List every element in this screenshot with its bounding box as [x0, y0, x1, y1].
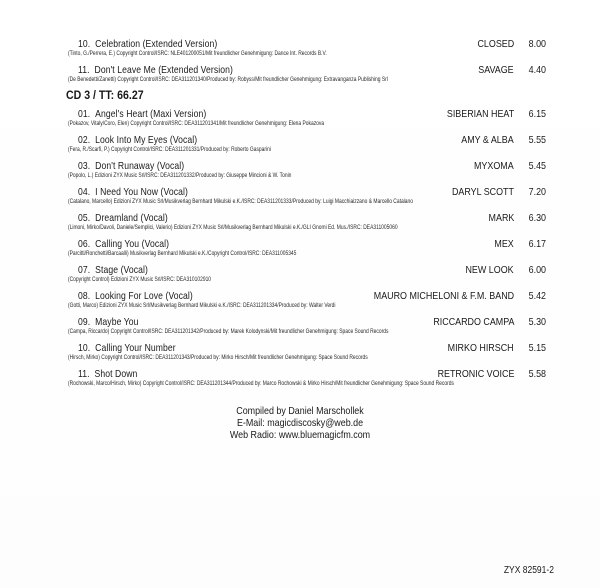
track-title: 02. Look Into My Eyes (Vocal): [78, 134, 198, 146]
track-artist: RICCARDO CAMPA: [432, 316, 514, 328]
track-artist: MYXOMA: [474, 160, 514, 172]
catalog-number: ZYX 82591-2: [503, 565, 554, 576]
track-artist: NEW LOOK: [465, 264, 514, 276]
track-artist: MAURO MICHELONI & F.M. BAND: [373, 290, 514, 302]
track-credit: (De Benedetti/Zanetti) Copyright Control/ISRC: DEA311201340/Produced by: Robyss/Mit freundlicher Genehmigung: Extravanganza Publishing Srl: [68, 76, 388, 83]
track-artist: SAVAGE: [478, 64, 514, 76]
track-duration: 5.58: [528, 368, 546, 380]
track-credit: (Campa, Riccardo) Copyright Control/ISRC: DEA311201342/Produced by: Marek Kolodynski/Mit freundlicher Genehmigung: Space Sound Records: [68, 328, 389, 335]
track-row: [66, 368, 546, 398]
track-credit: (Pokazov, Vitaly/Coro, Elen) Copyright Control/ISRC: DEA311201341/Mit freundlicher Genehmigung: Elena Pokazova: [68, 120, 325, 127]
cd3-header: CD 3 / TT: 66.27: [66, 90, 144, 102]
compilation-credits: [0, 405, 600, 441]
track-title: 05. Dreamland (Vocal): [78, 212, 168, 224]
track-duration: 5.30: [528, 316, 546, 328]
track-credit: (Limoni, Mirko/Davoli, Daniele/Semplici, Valerio) Edizioni ZYX Music Srl/Musikverlag Bernhard Mikulski e.K./GLI Gnomi Ed. Mus./ISRC: DEA311005060: [68, 224, 398, 231]
track-credit: (Copyright Control) Edizioni ZYX Music Srl/ISRC: DEA310102910: [68, 276, 212, 283]
email-contact: E-Mail: magicdiscosky@web.de: [236, 417, 364, 429]
track-duration: 6.17: [528, 238, 546, 250]
track-title: 04. I Need You Now (Vocal): [78, 186, 188, 198]
track-title: 08. Looking For Love (Vocal): [78, 290, 193, 302]
track-artist: RETRONIC VOICE: [437, 368, 514, 380]
track-credit: (Popolo, L.) Edizioni ZYX Music Srl/ISRC: DEA311201332/Produced by: Giuseppe Mincioni & W. Tonin: [68, 172, 292, 179]
track-title: 01. Angel's Heart (Maxi Version): [78, 108, 207, 120]
track-title: 06. Calling You (Vocal): [78, 238, 170, 250]
track-artist: MIRKO HIRSCH: [448, 342, 514, 354]
track-title: 03. Don't Runaway (Vocal): [78, 160, 185, 172]
track-duration: 5.45: [528, 160, 546, 172]
track-duration: 8.00: [528, 38, 546, 50]
track-credit: (Parcitti/Ronchetti/Barcaalli) Musikverlag Bernhard Mikulski e.K./Copyright Control/ISRC: DEA311005345: [68, 250, 297, 257]
track-artist: DARYL SCOTT: [452, 186, 514, 198]
track-title: 10. Calling Your Number: [78, 342, 176, 354]
track-duration: 4.40: [528, 64, 546, 76]
track-title: 09. Maybe You: [78, 316, 139, 328]
track-artist: MARK: [488, 212, 514, 224]
track-title: 11. Shot Down: [78, 368, 138, 380]
track-credit: (Gotti, Marco) Edizioni ZYX Music Srl/Musikverlag Bernhard Mikulski e.K./ISRC: DEA311201334/Produced by: Walter Verdi: [68, 302, 336, 309]
track-duration: 5.42: [528, 290, 546, 302]
track-duration: 6.30: [528, 212, 546, 224]
track-credit: (Rochowski, Marco/Hirsch, Mirko) Copyright Control/ISRC: DEA311201344/Produced by: Marco Rochowski & Mirko Hirsch/Mit freundlicher Genehmigung: Space Sound Records: [68, 380, 454, 387]
track-credit: (Catalano, Marcello) Edizioni ZYX Music Srl/Musikverlag Bernhard Mikulski e.K./ISRC: DEA311201333/Produced by: Luigi Macchiaizzano & Marcello Catalano: [68, 198, 413, 205]
track-duration: 7.20: [528, 186, 546, 198]
compiled-by: Compiled by Daniel Marschollek: [236, 405, 364, 417]
track-artist: CLOSED: [477, 38, 514, 50]
track-duration: 5.55: [528, 134, 546, 146]
track-duration: 6.00: [528, 264, 546, 276]
track-credit: (Fera, R./Scarfi, P.) Copyright Control/ISRC: DEA311201331/Produced by: Roberto Gasparini: [68, 146, 271, 153]
track-duration: 6.15: [528, 108, 546, 120]
track-duration: 5.15: [528, 342, 546, 354]
web-radio: Web Radio: www.bluemagicfm.com: [229, 429, 371, 441]
track-title: 10. Celebration (Extended Version): [78, 38, 218, 50]
track-title: 07. Stage (Vocal): [78, 264, 148, 276]
track-credit: (Hirsch, Mirko) Copyright Control/ISRC: DEA311201343/Produced by: Mirko Hirsch/Mit freundlicher Genehmigung: Space Sound Records: [68, 354, 368, 361]
track-title: 11. Don't Leave Me (Extended Version): [78, 64, 233, 76]
track-artist: AMY & ALBA: [461, 134, 514, 146]
track-artist: SIBERIAN HEAT: [446, 108, 514, 120]
track-credit: (Tinto, G./Perrera, E.) Copyright Control/ISRC: NLE401200051/Mit freundlicher Genehmigung: Dance Int. Records B.V.: [68, 50, 327, 57]
track-artist: MEX: [494, 238, 514, 250]
